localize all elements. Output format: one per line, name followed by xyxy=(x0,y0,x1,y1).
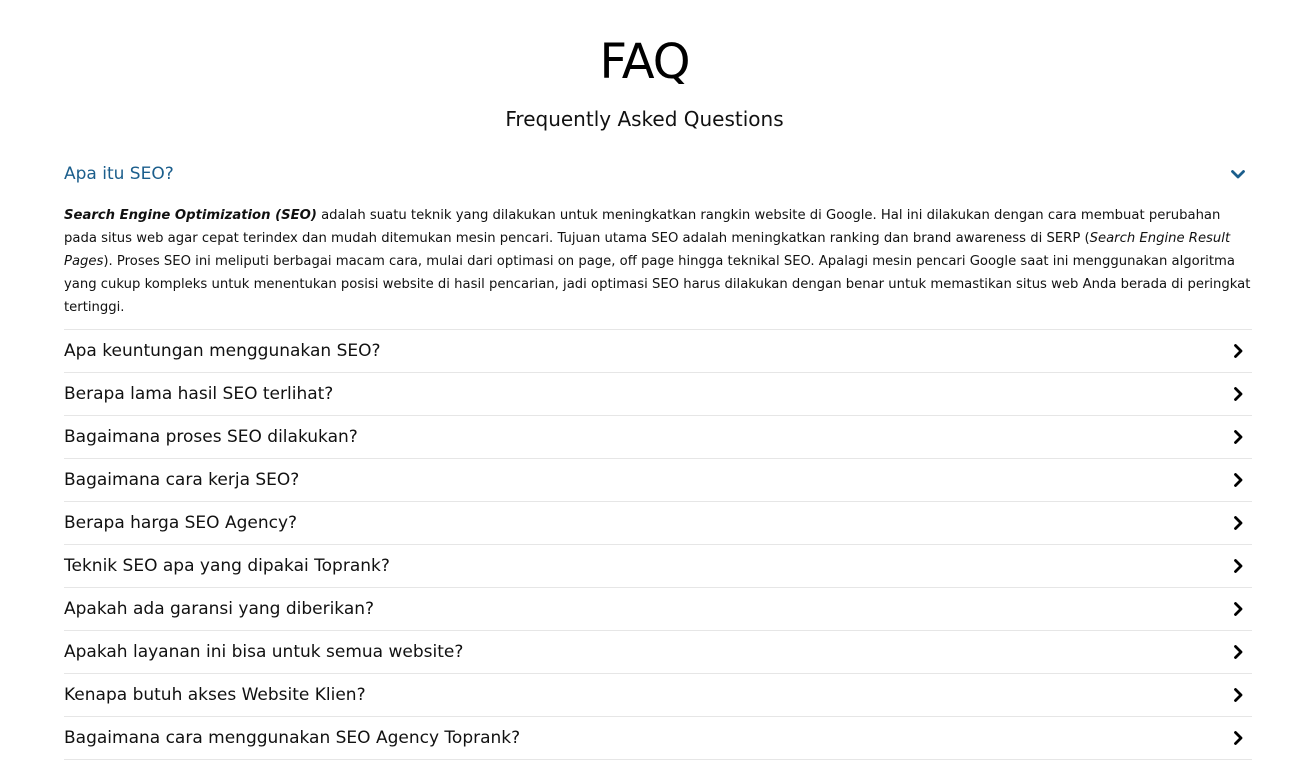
answer-text-2: ). Proses SEO ini meliputi berbagai macam cara, mulai dari optimasi on page, off page hingga teknikal SEO. Apalagi mesin pencari Google saat ini menggunakan algoritma yang cukup kompleks untuk menentukan posisi website di hasil pencarian, jadi optimasi SEO harus dilakukan dengan benar untuk memastikan situs web Anda berada di peringkat tertinggi. xyxy=(64,254,1251,315)
answer-serp-term: Search Engine Result Pages xyxy=(64,231,1231,269)
chevron-right-icon xyxy=(1230,429,1246,445)
page-title: FAQ xyxy=(599,34,690,90)
chevron-right-icon xyxy=(1230,386,1246,402)
answer-text-1: adalah suatu teknik yang dilakukan untuk meningkatkan rangkin website di Google. Hal ini dilakukan dengan cara membuat perubahan pada situs web agar cepat terindex dan mudah ditemukan mesin pencari. Tujuan utama SEO adalah meningkatkan ranking dan brand awareness di SERP ( xyxy=(64,208,1221,246)
faq-question-label: Teknik SEO apa yang dipakai Toprank? xyxy=(64,556,390,576)
faq-question-toggle[interactable] xyxy=(64,153,1252,195)
faq-question-label: Berapa lama hasil SEO terlihat? xyxy=(64,384,334,404)
faq-question-label: Apakah layanan ini bisa untuk semua website? xyxy=(64,642,464,662)
faq-question-label: Apa keuntungan menggunakan SEO? xyxy=(64,341,381,361)
chevron-right-icon xyxy=(1230,601,1246,617)
faq-item[interactable] xyxy=(64,716,1252,760)
faq-item[interactable] xyxy=(64,673,1252,716)
faq-closed-list xyxy=(64,329,1252,760)
chevron-down-icon[interactable] xyxy=(1230,166,1246,182)
chevron-right-icon xyxy=(1230,687,1246,703)
faq-item[interactable] xyxy=(64,587,1252,630)
chevron-right-icon xyxy=(1230,558,1246,574)
faq-answer xyxy=(64,204,1252,315)
faq-accordion xyxy=(64,153,1252,315)
chevron-right-icon xyxy=(1230,472,1246,488)
chevron-right-icon xyxy=(1230,343,1246,359)
faq-question-label: Kenapa butuh akses Website Klien? xyxy=(64,685,366,705)
faq-question-label: Bagaimana cara menggunakan SEO Agency Toprank? xyxy=(64,728,521,748)
faq-question-label: Bagaimana proses SEO dilakukan? xyxy=(64,427,358,447)
faq-item[interactable] xyxy=(64,501,1252,544)
page-subtitle: Frequently Asked Questions xyxy=(505,107,784,131)
faq-item[interactable] xyxy=(64,630,1252,673)
faq-question-label: Apa itu SEO? xyxy=(64,164,174,184)
answer-term: Search Engine Optimization (SEO) xyxy=(64,208,317,223)
chevron-right-icon xyxy=(1230,644,1246,660)
faq-item[interactable] xyxy=(64,415,1252,458)
faq-question-label: Berapa harga SEO Agency? xyxy=(64,513,298,533)
chevron-right-icon xyxy=(1230,515,1246,531)
faq-item[interactable] xyxy=(64,372,1252,415)
faq-item[interactable] xyxy=(64,329,1252,372)
chevron-right-icon xyxy=(1230,730,1246,746)
faq-item[interactable] xyxy=(64,458,1252,501)
faq-question-label: Bagaimana cara kerja SEO? xyxy=(64,470,300,490)
faq-question-label: Apakah ada garansi yang diberikan? xyxy=(64,599,375,619)
faq-item[interactable] xyxy=(64,544,1252,587)
faq-item-open xyxy=(64,153,1252,315)
